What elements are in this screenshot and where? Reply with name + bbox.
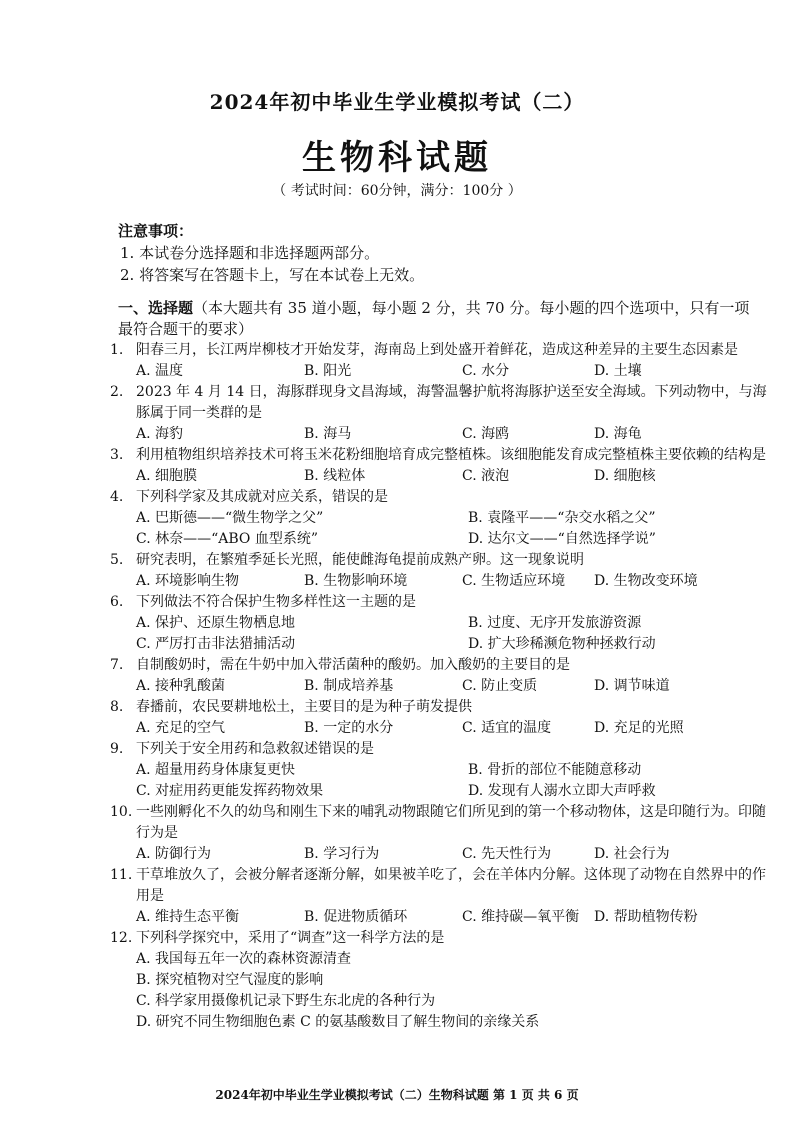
option-group <box>110 424 770 445</box>
option-d: D. 社会行为 <box>594 846 670 862</box>
section-choice-header <box>118 298 758 340</box>
option-a: A. 巴斯德——“微生物学之父” <box>136 510 324 526</box>
option-group <box>110 613 770 655</box>
option-a: A. 保护、还原生物栖息地 <box>136 615 296 631</box>
question-text: 春播前，农民要耕地松土，主要目的是为种子萌发提供 <box>136 699 472 715</box>
option-c: C. 科学家用摄像机记录下野生东北虎的各种行为 <box>136 993 436 1009</box>
question-number: 3. <box>110 447 124 463</box>
question-1 <box>110 340 770 382</box>
option-d: D. 帮助植物传粉 <box>594 909 698 925</box>
question-stem <box>110 865 770 907</box>
question-number: 4. <box>110 489 124 505</box>
option-group <box>110 466 770 487</box>
question-4 <box>110 487 770 550</box>
question-number: 8. <box>110 699 124 715</box>
option-c: C. 对症用药更能发挥药物效果 <box>136 783 324 799</box>
question-text: 阳春三月，长江两岸柳枝才开始发芽，海南岛上到处盛开着鲜花，造成这种差异的主要生态因素是 <box>136 342 738 358</box>
question-stem <box>110 550 770 571</box>
option-a: A. 充足的空气 <box>136 720 226 736</box>
option-d: D. 土壤 <box>594 363 642 379</box>
question-12 <box>110 928 770 1033</box>
option-group <box>110 949 770 1033</box>
question-stem <box>110 655 770 676</box>
option-c: C. 水分 <box>462 363 510 379</box>
question-text: 下列关于安全用药和急救叙述错误的是 <box>136 741 374 757</box>
question-text: 研究表明，在繁殖季延长光照，能使雌海龟提前成熟产卵。这一现象说明 <box>136 552 584 568</box>
question-stem <box>110 739 770 760</box>
question-2 <box>110 382 770 445</box>
option-a: A. 接种乳酸菌 <box>136 678 226 694</box>
question-text: 干草堆放久了，会被分解者逐渐分解，如果被羊吃了，会在羊体内分解。这体现了动物在自然界中的作用是 <box>136 867 766 904</box>
question-text: 下列科学家及其成就对应关系，错误的是 <box>136 489 388 505</box>
option-a: A. 海豹 <box>136 426 184 442</box>
option-b: B. 生物影响环境 <box>304 573 408 589</box>
option-b: B. 探究植物对空气湿度的影响 <box>136 972 324 988</box>
question-stem <box>110 487 770 508</box>
option-group <box>110 508 770 550</box>
option-d: D. 达尔文——“自然选择学说” <box>468 531 656 547</box>
question-11 <box>110 865 770 928</box>
question-number: 10. <box>110 804 133 820</box>
question-5 <box>110 550 770 592</box>
question-number: 5. <box>110 552 124 568</box>
option-group <box>110 676 770 697</box>
option-b: B. 一定的水分 <box>304 720 394 736</box>
option-b: B. 促进物质循环 <box>304 909 408 925</box>
option-c: C. 严厉打击非法猎捕活动 <box>136 636 296 652</box>
subject-title: 生物科试题 <box>302 138 492 178</box>
option-a: A. 细胞膜 <box>136 468 198 484</box>
option-c: C. 林奈——“ABO 血型系统” <box>136 531 319 547</box>
option-c: C. 防止变质 <box>462 678 538 694</box>
option-d: D. 扩大珍稀濒危物种拯救行动 <box>468 636 656 652</box>
option-group <box>110 907 770 928</box>
option-d: D. 发现有人溺水立即大声呼救 <box>468 783 656 799</box>
question-number: 6. <box>110 594 124 610</box>
question-text: 2023 年 4 月 14 日，海豚群现身文昌海域，海警温馨护航将海豚护送至安全海域。下列动物中，与海豚属于同一类群的是 <box>136 384 767 421</box>
question-stem <box>110 928 770 949</box>
question-text: 利用植物组织培养技术可将玉米花粉细胞培育成完整植株。该细胞能发育成完整植株主要依赖的结构是 <box>136 447 766 463</box>
question-stem <box>110 592 770 613</box>
question-9 <box>110 739 770 802</box>
question-10 <box>110 802 770 865</box>
notice-heading: 注意事项： <box>118 222 194 240</box>
question-stem <box>110 340 770 361</box>
page-footer: 2024年初中毕业生学业模拟考试（二）生物科试题 第 1 页 共 6 页 <box>215 1088 579 1102</box>
option-d: D. 细胞核 <box>594 468 656 484</box>
option-a: A. 温度 <box>136 363 184 379</box>
option-a: A. 维持生态平衡 <box>136 909 240 925</box>
question-7 <box>110 655 770 697</box>
option-c: C. 维持碳—氧平衡 <box>462 909 580 925</box>
question-text: 下列做法不符合保护生物多样性这一主题的是 <box>136 594 416 610</box>
option-c: C. 适宜的温度 <box>462 720 552 736</box>
option-group <box>110 571 770 592</box>
option-group <box>110 361 770 382</box>
option-c: C. 生物适应环境 <box>462 573 566 589</box>
option-a: A. 环境影响生物 <box>136 573 240 589</box>
question-6 <box>110 592 770 655</box>
option-c: C. 海鸥 <box>462 426 510 442</box>
option-c: C. 先天性行为 <box>462 846 552 862</box>
notice-item: 2. 将答案写在答题卡上，写在本试卷上无效。 <box>120 266 425 284</box>
question-number: 7. <box>110 657 124 673</box>
option-b: B. 过度、无序开发旅游资源 <box>468 615 642 631</box>
section-heading: 一、选择题 <box>118 299 194 317</box>
option-b: B. 骨折的部位不能随意移动 <box>468 762 642 778</box>
option-a: A. 超量用药身体康复更快 <box>136 762 296 778</box>
option-b: B. 学习行为 <box>304 846 380 862</box>
question-list <box>110 340 770 1033</box>
option-b: B. 阳光 <box>304 363 352 379</box>
exam-title: 2024年初中毕业生学业模拟考试（二） <box>209 90 585 114</box>
question-text: 自制酸奶时，需在牛奶中加入带活菌种的酸奶。加入酸奶的主要目的是 <box>136 657 570 673</box>
question-3 <box>110 445 770 487</box>
question-stem <box>110 445 770 466</box>
option-a: A. 防御行为 <box>136 846 212 862</box>
option-group <box>110 760 770 802</box>
option-b: B. 线粒体 <box>304 468 366 484</box>
question-text: 下列科学探究中，采用了“调查”这一科学方法的是 <box>136 930 445 946</box>
question-8 <box>110 697 770 739</box>
option-c: C. 液泡 <box>462 468 510 484</box>
option-d: D. 调节味道 <box>594 678 670 694</box>
option-group <box>110 844 770 865</box>
question-number: 12. <box>110 930 133 946</box>
question-stem <box>110 697 770 718</box>
question-number: 2. <box>110 384 124 400</box>
section-note: （本大题共有 35 道小题，每小题 2 分，共 70 分。每小题的四个选项中，只有一项最符合题干的要求） <box>118 299 750 338</box>
question-text: 一些刚孵化不久的幼鸟和刚生下来的哺乳动物跟随它们所见到的第一个移动物体，这是印随行为。印随行为是 <box>136 804 766 841</box>
option-group <box>110 718 770 739</box>
question-number: 9. <box>110 741 124 757</box>
option-d: D. 生物改变环境 <box>594 573 698 589</box>
question-number: 1. <box>110 342 124 358</box>
option-b: B. 袁隆平——“杂交水稻之父” <box>468 510 656 526</box>
option-d: D. 充足的光照 <box>594 720 684 736</box>
notice-item: 1. 本试卷分选择题和非选择题两部分。 <box>120 244 380 262</box>
question-number: 11. <box>110 867 133 883</box>
option-d: D. 研究不同生物细胞色素 C 的氨基酸数目了解生物间的亲缘关系 <box>136 1014 540 1030</box>
option-b: B. 海马 <box>304 426 352 442</box>
exam-info: （ 考试时间：60分钟，满分：100分 ） <box>272 183 522 199</box>
notice-block <box>118 220 424 286</box>
option-a: A. 我国每五年一次的森林资源清查 <box>136 951 352 967</box>
option-d: D. 海龟 <box>594 426 642 442</box>
question-stem <box>110 382 770 424</box>
question-stem <box>110 802 770 844</box>
option-b: B. 制成培养基 <box>304 678 394 694</box>
